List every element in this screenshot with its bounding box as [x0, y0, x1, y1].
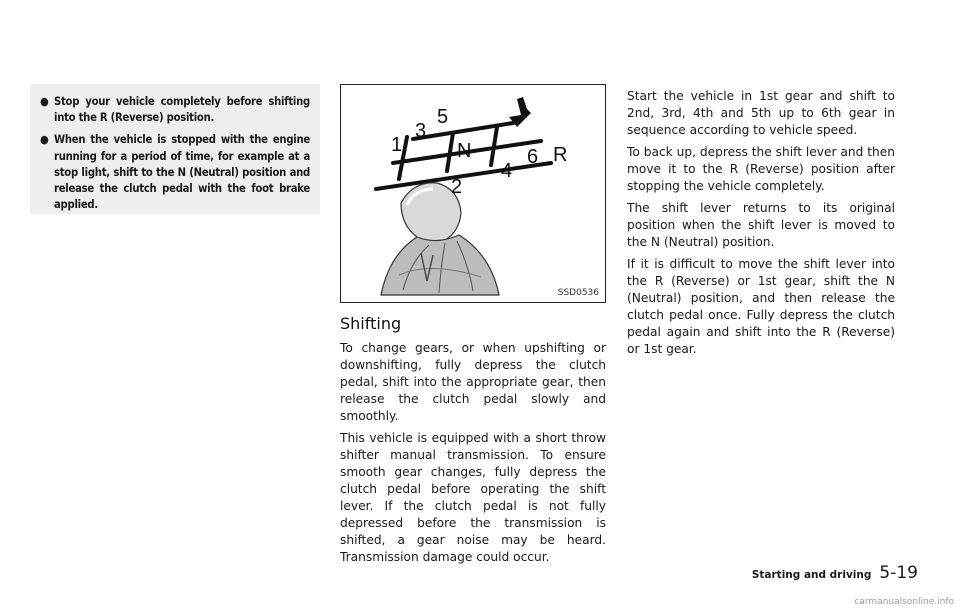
- paragraph: To back up, depress the shift lever and then move it to the R (Reverse) position after stopping the vehicle completely.: [627, 145, 895, 193]
- warning-list: [40, 94, 310, 213]
- watermark: carmanualsonline.info: [854, 597, 954, 607]
- bullet-icon: ●: [40, 133, 49, 147]
- shift-pattern-figure: [340, 84, 606, 303]
- gear-knob-illustration: [381, 183, 499, 295]
- gear-label-4: 4: [501, 160, 513, 182]
- paragraph: If it is difficult to move the shift lever into the R (Reverse) or 1st gear, shift the N (Neutral) position, and then release the clutch pedal once. Fully depress the clutch pedal again and shift into the R (Reverse) or 1st gear.: [627, 257, 895, 356]
- paragraph: Start the vehicle in 1st gear and shift to 2nd, 3rd, 4th and 5th up to 6th gear in sequence according to vehicle speed.: [627, 89, 895, 137]
- paragraph: The shift lever returns to its original position when the shift lever is moved to the N (Neutral) position.: [627, 201, 895, 249]
- figure-code: SSD0536: [557, 288, 599, 298]
- shift-procedure-column: [627, 88, 895, 363]
- warning-item: [40, 94, 310, 126]
- gear-label-2: 2: [451, 176, 463, 198]
- page-footer: [752, 563, 918, 583]
- bullet-icon: ●: [40, 95, 49, 108]
- gear-label-6: 6: [527, 146, 539, 168]
- warning-box: [30, 84, 320, 214]
- section-title: Shifting: [340, 314, 402, 333]
- shift-pattern-illustration: [341, 85, 605, 302]
- gear-label-1: 1: [391, 134, 403, 156]
- footer-section-name: Starting and driving: [751, 569, 872, 581]
- gear-label-reverse: R: [553, 144, 568, 166]
- paragraph: To change gears, or when upshifting or downshifting, fully depress the clutch pedal, shift into the appropriate gear, then release the clutch pedal slowly and smoothly.: [340, 341, 606, 423]
- warning-item: [40, 132, 310, 213]
- gear-label-neutral: N: [457, 140, 472, 162]
- gear-label-3: 3: [415, 120, 427, 142]
- shifting-body: [340, 340, 606, 571]
- paragraph: This vehicle is equipped with a short throw shifter manual transmission. To ensure smooth gear changes, fully depress the clutch pedal before operating the shift lever. If the clutch pedal is not fully depressed before the transmission is shifted, a gear noise may be heard. Transmission damage could occur.: [340, 431, 606, 564]
- page-number: 5-19: [879, 563, 918, 583]
- warning-text: When the vehicle is stopped with the engine running for a period of time, for example at a stop light, shift to the N (Neutral) position and release the clutch pedal with the foot brake applied.: [54, 133, 310, 212]
- warning-text: Stop your vehicle completely before shifting into the R (Reverse) position.: [54, 95, 310, 125]
- gear-label-5: 5: [437, 106, 449, 128]
